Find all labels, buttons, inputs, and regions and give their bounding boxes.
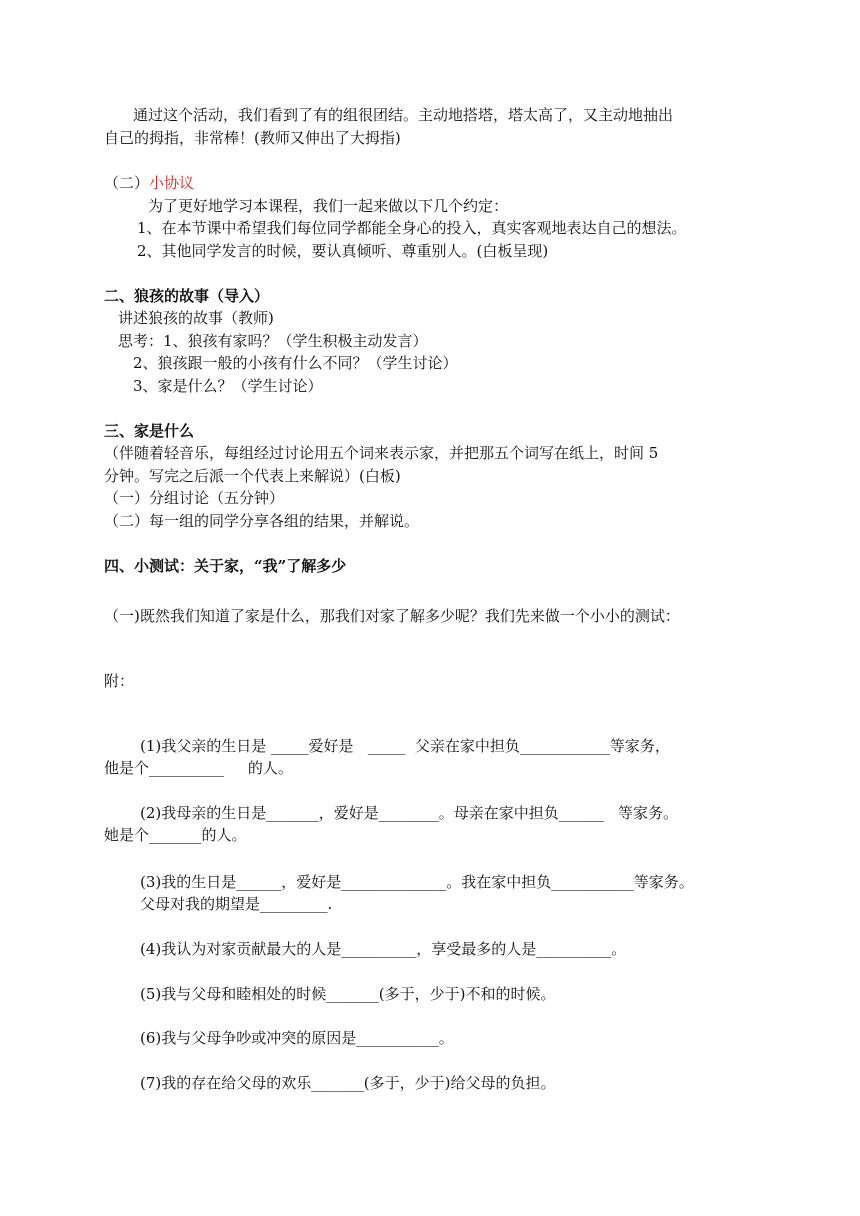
section-3-line-4: （二）每一组的同学分享各组的结果，并解说。: [104, 512, 420, 530]
agreement-item-2: 2、其他同学发言的时候，要认真倾听、尊重别人。(白板呈现): [137, 242, 549, 260]
appendix-label: 附：: [104, 672, 135, 690]
section-4-line-1: （一)既然我们知道了家是什么，那我们对家了解多少呢？我们先来做一个小小的测试：: [104, 607, 680, 625]
agreement-item-1: 1、在本节课中希望我们每位同学都能全身心的投入，真实客观地表达自己的想法。: [137, 219, 687, 237]
section-3-heading: 三、家是什么: [104, 422, 195, 440]
section-3-line-3: （一）分组讨论（五分钟）: [104, 489, 285, 507]
section-4-heading: 四、小测试：关于家，“我”了解多少: [104, 557, 347, 575]
quiz-item-7: (7)我的存在给父母的欢乐_______(多于，少于)给父母的负担。: [140, 1074, 556, 1092]
agreement-heading-title: 小协议: [149, 174, 195, 192]
quiz-item-3-line-2: 父母对我的期望是_________.: [140, 895, 333, 913]
quiz-item-5: (5)我与父母和睦相处的时候_______(多于，少于)不和的时候。: [140, 985, 556, 1003]
intro-line-1: 通过这个活动，我们看到了有的组很团结。主动地搭塔，塔太高了，又主动地抽出: [133, 106, 674, 124]
section-3-line-2: 分钟。写完之后派一个代表上来解说）(白板): [104, 467, 401, 485]
intro-line-2: 自己的拇指，非常棒！(教师又伸出了大拇指): [104, 129, 401, 147]
section-2-line-4: 3、家是什么？（学生讨论）: [133, 377, 323, 395]
quiz-item-4: (4)我认为对家贡献最大的人是__________，享受最多的人是__________。: [140, 940, 627, 958]
agreement-intro: 为了更好地学习本课程，我们一起来做以下几个约定：: [148, 197, 509, 215]
section-2-line-3: 2、狼孩跟一般的小孩有什么不同？（学生讨论）: [133, 354, 458, 372]
agreement-heading: [104, 172, 194, 194]
section-2-heading: 二、狼孩的故事（导入）: [104, 287, 270, 305]
section-2-line-1: 讲述狼孩的故事（教师): [118, 309, 274, 327]
quiz-item-2-line-2: 她是个_______的人。: [104, 826, 247, 844]
quiz-item-2-line-1: (2)我母亲的生日是_______，爱好是________。母亲在家中担负______ 等家务。: [140, 804, 679, 822]
quiz-item-1-line-2: 他是个__________ 的人。: [104, 759, 293, 777]
quiz-item-6: (6)我与父母争吵或冲突的原因是___________。: [140, 1029, 454, 1047]
section-3-line-1: （伴随着轻音乐，每组经过讨论用五个词来表示家，并把那五个词写在纸上，时间 5: [104, 444, 659, 462]
section-2-line-2: 思考：1、狼孩有家吗？（学生积极主动发言）: [118, 332, 428, 350]
quiz-item-3-line-1: (3)我的生日是______，爱好是______________。我在家中担负___________等家务。: [140, 873, 694, 891]
agreement-heading-prefix: （二）: [104, 174, 150, 192]
quiz-item-1-line-1: (1)我父亲的生日是 _____爱好是 _____ 父亲在家中担负____________等家务，: [140, 737, 670, 755]
